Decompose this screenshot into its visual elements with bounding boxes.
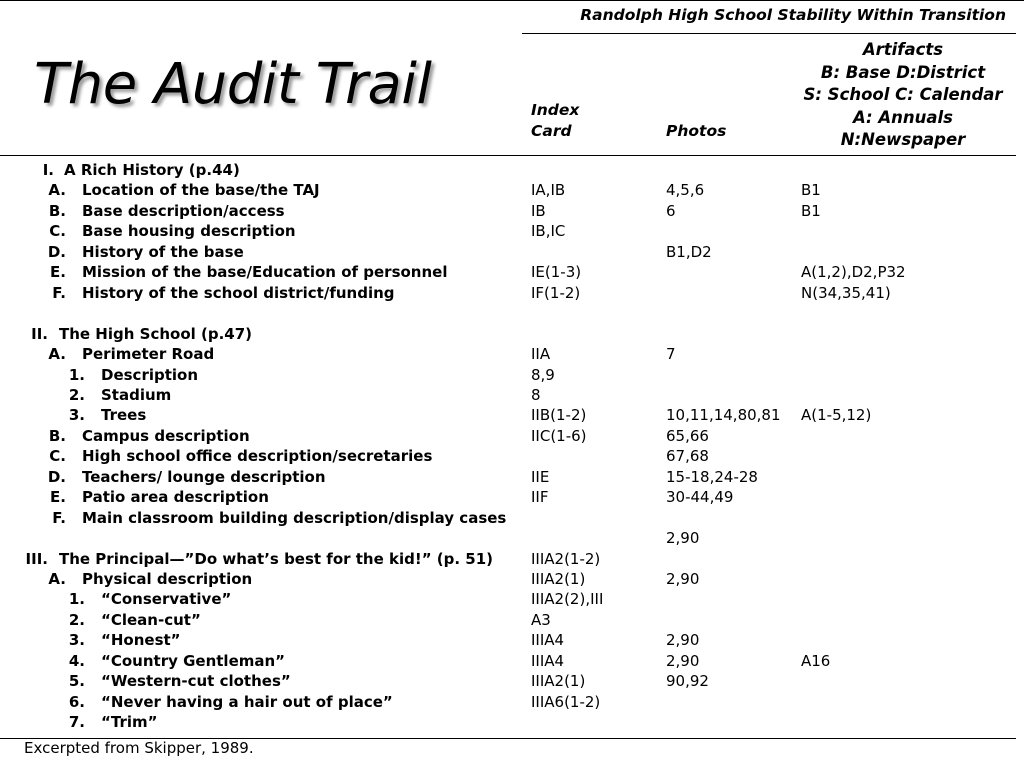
outline-number: A.: [48, 570, 66, 588]
photos-header: Photos: [666, 122, 727, 140]
photos-cell: 67,68: [666, 447, 709, 466]
outline-text: Campus description: [82, 426, 250, 445]
table-row: [0, 201, 1024, 222]
index-card-cell: IF(1-2): [531, 283, 581, 302]
outline-number: 2.: [68, 385, 85, 404]
table-row: [0, 426, 1024, 447]
photos-cell: 10,11,14,80,81: [666, 406, 781, 425]
index-card-cell: IIIA2(1-2): [531, 549, 601, 568]
subtitle: Randolph High School Stability Within Transition: [580, 6, 1006, 24]
table-row: [0, 528, 1024, 549]
outline-number: A.: [48, 181, 66, 200]
index-card-cell: IIE: [531, 467, 550, 486]
index-card-cell: IIF: [531, 488, 549, 507]
index-card-cell: IIB(1-2): [531, 406, 587, 425]
index-card-cell: IA,IB: [531, 181, 566, 200]
outline-number: 1.: [68, 365, 85, 384]
index-card-cell: IIIA2(2),III: [531, 590, 604, 609]
artifacts-cell: A16: [801, 651, 831, 670]
artifacts-cell: B1: [801, 201, 821, 220]
artifacts-header-line: A: Annuals: [852, 107, 954, 127]
artifacts-cell: A(1,2),D2,P32: [801, 263, 906, 282]
outline-text: Base description/access: [82, 201, 285, 220]
outline-text: Physical description: [82, 570, 253, 588]
table-row: [0, 446, 1024, 467]
photos-cell: 90,92: [666, 672, 709, 691]
photos-cell: 4,5,6: [666, 181, 705, 200]
table-row: [0, 549, 1024, 570]
photos-cell: 30-44,49: [666, 488, 734, 507]
table-row: [0, 324, 1024, 345]
index-card-cell: IIC(1-6): [531, 426, 587, 445]
outline-text: Trees: [101, 406, 147, 425]
index-card-cell: 8: [531, 385, 541, 404]
outline-text: Location of the base/the TAJ: [82, 181, 320, 200]
index-card-cell: IB,IC: [531, 222, 566, 241]
photos-cell: B1,D2: [666, 242, 712, 261]
artifacts-header-line: S: School C: Calendar: [803, 85, 1003, 104]
table-row: [0, 405, 1024, 426]
table-row: [0, 180, 1024, 201]
outline-number: 1.: [68, 590, 85, 609]
page-title: The Audit Trail: [34, 52, 432, 117]
index-card-cell: IE(1-3): [531, 263, 582, 282]
outline-number: 4.: [68, 651, 85, 670]
outline-number: B.: [48, 426, 66, 445]
photos-cell: 2,90: [666, 651, 700, 670]
outline-text: Mission of the base/Education of personnel: [82, 263, 448, 282]
footer-citation: Excerpted from Skipper, 1989.: [24, 739, 254, 757]
outline-text: The High School (p.47): [59, 324, 253, 343]
outline-text: “Conservative”: [101, 590, 232, 609]
outline-text: Perimeter Road: [82, 345, 215, 364]
artifacts-cell: A(1-5,12): [801, 406, 872, 425]
index-card-cell: A3: [531, 610, 551, 629]
index-card-cell: IIIA2(1): [531, 570, 586, 588]
outline-number: B.: [48, 201, 66, 220]
artifacts-cell: N(34,35,41): [801, 283, 891, 302]
table-row: [0, 692, 1024, 713]
photos-cell: 15-18,24-28: [666, 467, 758, 486]
artifacts-cell: B1: [801, 181, 821, 200]
outline-text: “Western-cut clothes”: [101, 672, 291, 691]
outline-number: F.: [52, 508, 66, 527]
table-header-rule: [0, 155, 1016, 156]
outline-number: C.: [49, 222, 66, 241]
index-card-cell: IB: [531, 201, 546, 220]
table-row: [0, 467, 1024, 488]
table-row: [0, 242, 1024, 263]
table-row: [0, 262, 1024, 283]
outline-number: A.: [48, 345, 66, 364]
outline-text: A Rich History (p.44): [64, 161, 240, 179]
index-card-cell: IIIA2(1): [531, 672, 586, 691]
table-row: [0, 487, 1024, 508]
table-row: [0, 712, 1024, 733]
outline-number: E.: [50, 488, 66, 507]
table-row: [0, 283, 1024, 304]
outline-text: The Principal—”Do what’s best for the kid!” (p. 51): [59, 549, 494, 568]
header-divider: [522, 33, 1016, 34]
table-row: [0, 569, 1024, 590]
outline-number: II.: [31, 324, 48, 343]
table-row: [0, 630, 1024, 651]
artifacts-header-line: N:Newspaper: [840, 130, 966, 149]
outline-number: I.: [42, 161, 54, 179]
outline-number: D.: [47, 242, 66, 261]
index-card-cell: IIIA4: [531, 651, 565, 670]
outline-text: History of the school district/funding: [82, 283, 395, 302]
index-card-cell: IIA: [531, 345, 551, 364]
outline-number: C.: [49, 447, 66, 466]
outline-number: 3.: [68, 631, 85, 650]
outline-text: High school office description/secretaries: [82, 447, 433, 466]
artifacts-header-line: Artifacts: [862, 40, 944, 59]
outline-number: D.: [47, 467, 66, 486]
table-row: [0, 221, 1024, 242]
outline-text: Stadium: [101, 385, 172, 404]
outline-text: “Honest”: [101, 631, 181, 650]
table-row: [0, 160, 1024, 181]
table-row: [0, 365, 1024, 386]
table-row: [0, 344, 1024, 365]
outline-number: 7.: [68, 713, 85, 732]
outline-number: 6.: [68, 692, 85, 711]
index-card-cell: 8,9: [531, 365, 555, 384]
outline-text: “Never having a hair out of place”: [101, 692, 393, 711]
outline-text: Main classroom building description/display cases: [82, 508, 507, 527]
photos-cell: 65,66: [666, 426, 709, 445]
table-row: [0, 610, 1024, 631]
outline-number: E.: [50, 263, 66, 282]
photos-cell: 2,90: [666, 631, 700, 650]
index-card-cell: IIIA6(1-2): [531, 692, 601, 711]
table-row: [0, 303, 1024, 324]
table-row: [0, 651, 1024, 672]
table-row: [0, 385, 1024, 406]
table-row: [0, 589, 1024, 610]
outline-text: Teachers/ lounge description: [82, 467, 326, 486]
photos-cell: 2,90: [666, 570, 700, 588]
outline-number: 3.: [68, 406, 85, 425]
outline-text: “Clean-cut”: [101, 610, 201, 629]
index-card-cell: IIIA4: [531, 631, 565, 650]
index-card-header: Index Card: [531, 101, 580, 140]
top-border: [0, 0, 1024, 1]
outline-text: “Trim”: [101, 713, 158, 732]
table-row: [0, 508, 1024, 529]
outline-number: III.: [25, 549, 48, 568]
photos-cell: 2,90: [666, 529, 700, 548]
outline-number: 2.: [68, 610, 85, 629]
artifacts-header-line: B: Base D:District: [820, 62, 986, 82]
table-row: [0, 671, 1024, 692]
photos-cell: 6: [666, 201, 676, 220]
outline-number: 5.: [68, 672, 85, 691]
outline-text: Patio area description: [82, 488, 269, 507]
outline-text: History of the base: [82, 242, 244, 261]
outline-text: Base housing description: [82, 222, 296, 241]
outline-text: Description: [101, 365, 199, 384]
artifacts-header: [795, 39, 1011, 152]
outline-text: “Country Gentleman”: [101, 651, 286, 670]
outline-number: F.: [52, 283, 66, 302]
photos-cell: 7: [666, 345, 676, 364]
